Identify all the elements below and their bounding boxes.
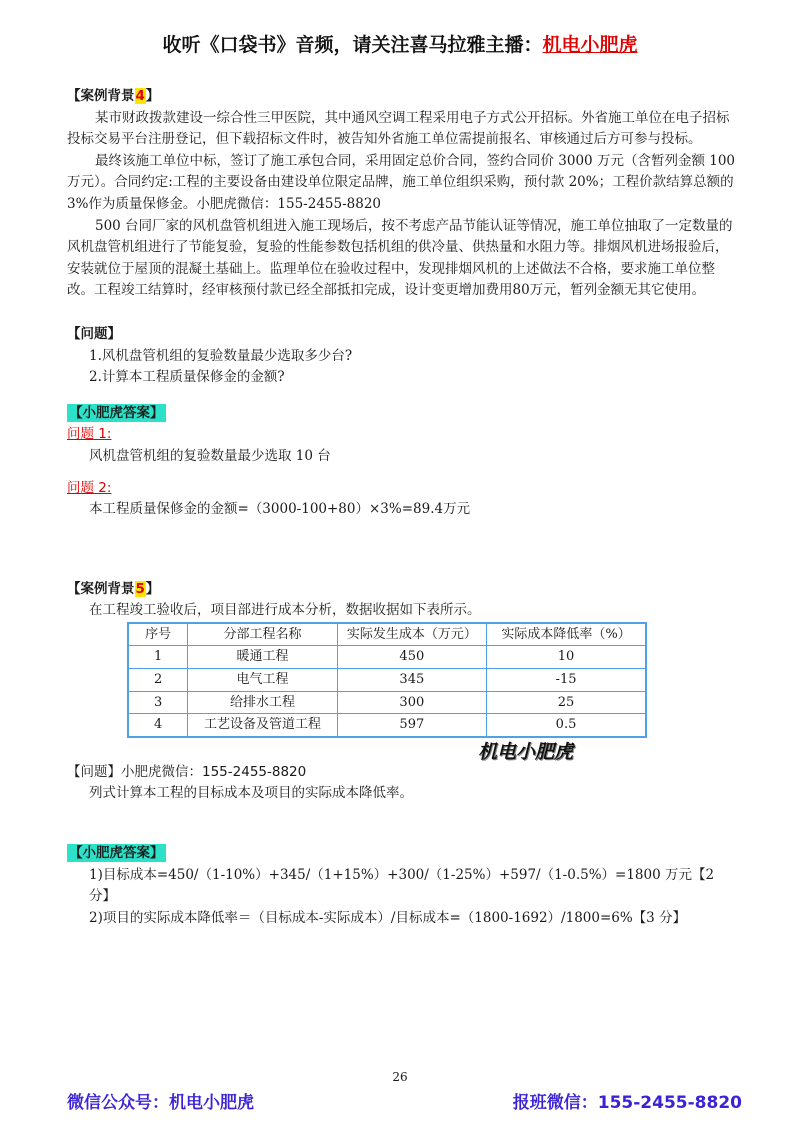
case5-intro: 在工程竣工验收后，项目部进行成本分析，数据收据如下表所示。 [89, 602, 481, 619]
table-cell: 10 [487, 646, 646, 669]
table-row [128, 669, 646, 692]
case4-title-suffix: 】 [145, 88, 160, 104]
watermark-logo-text: 机电小肥虎 [478, 741, 574, 763]
table-header-cell: 实际发生成本（万元） [337, 623, 486, 646]
page-header [0, 30, 800, 57]
document-body [67, 86, 737, 929]
case5-question-text: 列式计算本工程的目标成本及项目的实际成本降低率。 [89, 785, 413, 802]
case4-title [67, 86, 737, 108]
table-cell: 4 [128, 714, 188, 737]
case5-title [67, 579, 737, 601]
table-cell: 给排水工程 [188, 691, 337, 714]
table-cell: 2 [128, 669, 188, 692]
case5-answer-1: 1)目标成本=450/（1-10%）+345/（1+15%）+300/（1-25%）+597/（1-0.5%）=1800 万元【2 分】 [89, 866, 715, 905]
table-cell: 25 [487, 691, 646, 714]
case5-question-line: 【问题】小肥虎微信：155-2455-8820 [67, 763, 307, 780]
table-row [128, 646, 646, 669]
case4-question-2: 2.计算本工程质量保修金的金额? [89, 369, 285, 386]
case5-answer-title: 【小肥虎答案】 [69, 845, 164, 862]
case5-title-number: 5 [135, 580, 145, 597]
case4-paragraph-1: 某市财政拨款建设一综合性三甲医院，其中通风空调工程采用电子方式公开招标。外省施工单位在电子招标投标交易平台注册登记，但下载招标文件时，被告知外省施工单位需提前报名、审核通过后方可参与投标。 [67, 109, 730, 148]
table-row [128, 714, 646, 737]
case4-answer-title: 【小肥虎答案】 [69, 404, 164, 421]
table-cell: -15 [487, 669, 646, 692]
case4-title-number: 4 [135, 88, 145, 104]
table-cell: 电气工程 [188, 669, 337, 692]
case4-paragraph-3: 500 台同厂家的风机盘管机组进入施工现场后，按不考虑产品节能认证等情况，施工单位抽取了一定数量的风机盘管机组进行了节能复验，复验的性能参数包括机组的供冷量、供热量和水阻力等。排烟风机进场报验后，安装就位于屋顶的混凝土基础上。监理单位在验收过程中，发现排烟风机的上述做法不合格，要求施工单位整改。工程竣工结算时，经审核预付款已经全部抵扣完成，设计变更增加费用80万元，暂列金额无其它使用。 [67, 217, 733, 299]
case4-answer-2-label: 问题 2: [67, 479, 112, 496]
case4-question-1: 1.风机盘管机组的复验数量最少选取多少台? [89, 347, 353, 364]
table-header-cell: 序号 [128, 623, 188, 646]
table-cell: 597 [337, 714, 486, 737]
footer-signup-wechat: 报班微信：155-2455-8820 [512, 1093, 742, 1113]
table-cell: 1 [128, 646, 188, 669]
case4-title-prefix: 【案例背景 [67, 88, 135, 104]
table-header-cell: 分部工程名称 [188, 623, 337, 646]
table-cell: 工艺设备及管道工程 [188, 714, 337, 737]
table-cell: 暖通工程 [188, 646, 337, 669]
table-header-cell: 实际成本降低率（%） [487, 623, 646, 646]
table-row [128, 691, 646, 714]
footer-wechat-account: 微信公众号：机电小肥虎 [67, 1093, 254, 1113]
table-cell: 300 [337, 691, 486, 714]
table-cell: 450 [337, 646, 486, 669]
cost-table [127, 622, 647, 738]
case4-answer-1-label: 问题 1: [67, 426, 112, 443]
case5-answer-2: 2)项目的实际成本降低率＝（目标成本-实际成本）/目标成本=（1800-1692）/1800=6%【3 分】 [89, 909, 687, 926]
table-cell: 345 [337, 669, 486, 692]
table-cell: 3 [128, 691, 188, 714]
header-anchor-link[interactable]: 机电小肥虎 [542, 34, 638, 56]
table-header-row [128, 623, 646, 646]
case4-answer-2-text: 本工程质量保修金的金额=（3000-100+80）×3%=89.4万元 [89, 501, 471, 518]
header-prefix: 收听《口袋书》音频，请关注喜马拉雅主播： [162, 34, 543, 56]
case5-title-suffix: 】 [145, 580, 160, 597]
table-cell: 0.5 [487, 714, 646, 737]
page-number: 26 [392, 1070, 408, 1084]
case4-answer-1-text: 风机盘管机组的复验数量最少选取 10 台 [89, 447, 331, 464]
case5-title-prefix: 【案例背景 [67, 580, 135, 597]
case4-paragraph-2: 最终该施工单位中标，签订了施工承包合同，采用固定总价合同，签约合同价 3000 万元（含暂列金额 100 万元）。合同约定:工程的主要设备由建设单位限定品牌，施工单位组织采购，预付款 20%；工程价款结算总额的 3%作为质量保修金。小肥虎微信：155-2455-8820 [67, 152, 735, 212]
case4-question-title: 【问题】 [67, 325, 121, 342]
